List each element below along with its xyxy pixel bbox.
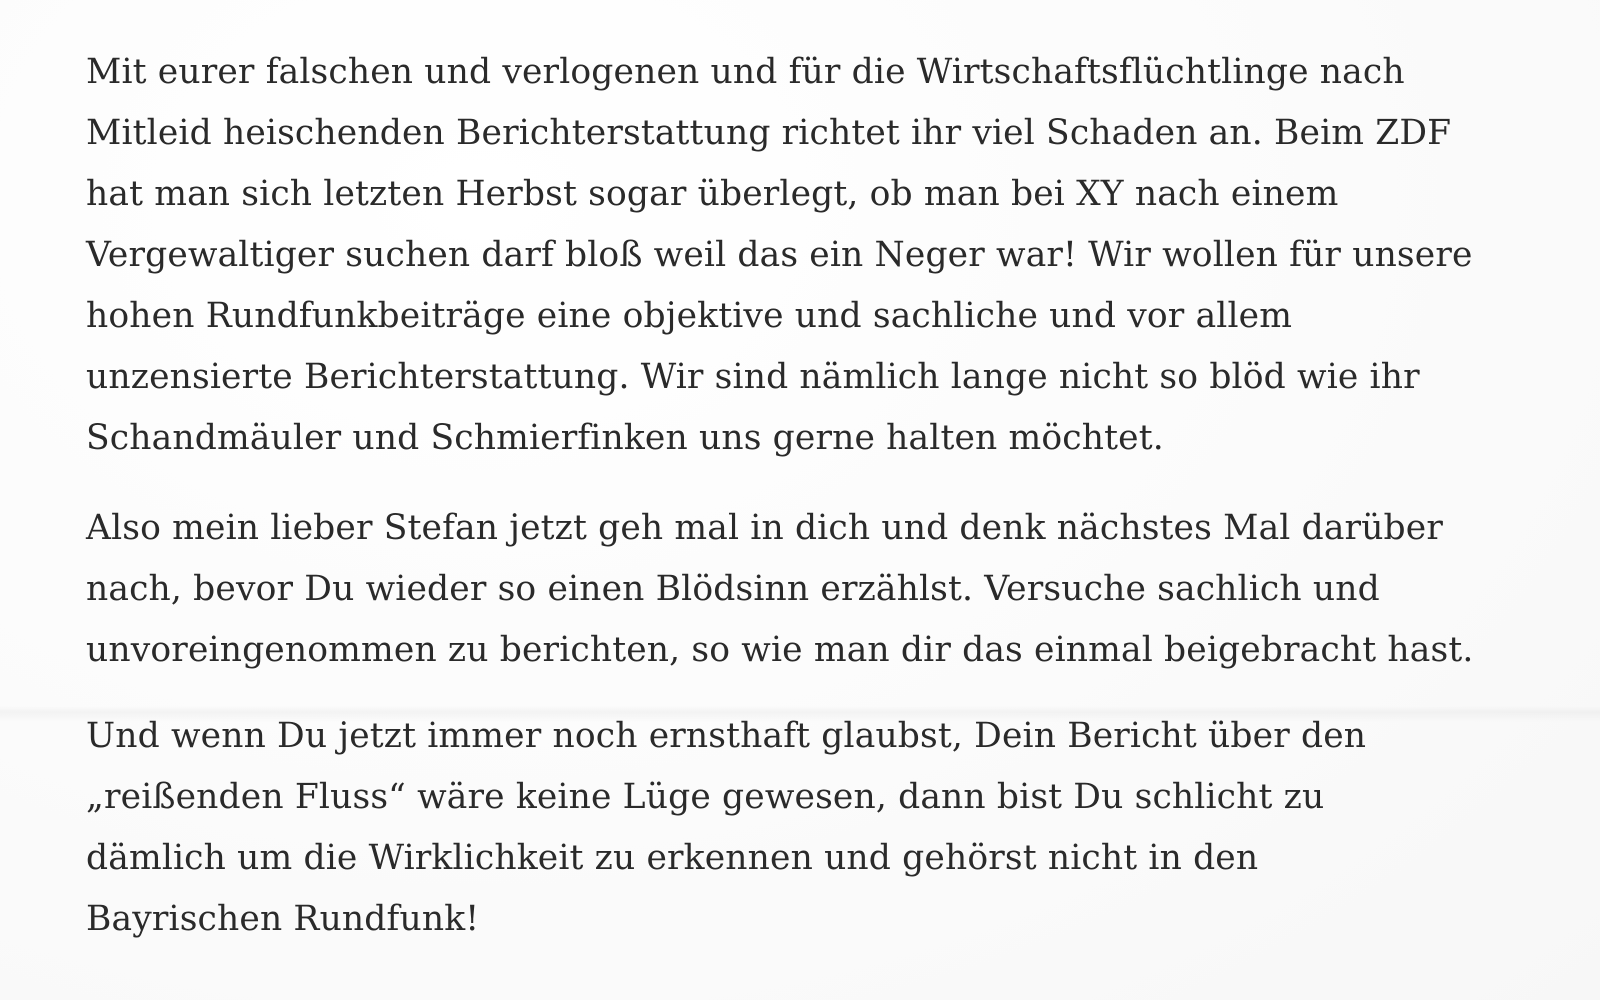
text-line: Bayrischen Rundfunk! xyxy=(86,899,480,939)
text-line: Und wenn Du jetzt immer noch ernsthaft glaubst, Dein Bericht über den xyxy=(86,716,1367,756)
letter-paragraph-2 xyxy=(86,498,1546,681)
letter-paragraph-1 xyxy=(86,42,1546,469)
text-line: dämlich um die Wirklichkeit zu erkennen und gehörst nicht in den xyxy=(86,838,1259,878)
cut-off-previous-line xyxy=(0,0,1600,10)
letter-paragraph-3 xyxy=(86,706,1546,950)
text-line: Schandmäuler und Schmierfinken uns gerne halten möchtet. xyxy=(86,418,1164,458)
text-line: „reißenden Fluss“ wäre keine Lüge gewesen, dann bist Du schlicht zu xyxy=(86,777,1325,817)
text-line: Also mein lieber Stefan jetzt geh mal in dich und denk nächstes Mal darüber xyxy=(86,508,1444,548)
text-line: unzensierte Berichterstattung. Wir sind nämlich lange nicht so blöd wie ihr xyxy=(86,357,1420,397)
text-line: nach, bevor Du wieder so einen Blödsinn erzählst. Versuche sachlich und xyxy=(86,569,1380,609)
text-line: hat man sich letzten Herbst sogar überlegt, ob man bei XY nach einem xyxy=(86,174,1339,214)
text-line: Mitleid heischenden Berichterstattung richtet ihr viel Schaden an. Beim ZDF xyxy=(86,113,1452,153)
text-line: hohen Rundfunkbeiträge eine objektive und sachliche und vor allem xyxy=(86,296,1293,336)
text-line: Vergewaltiger suchen darf bloß weil das ein Neger war! Wir wollen für unsere xyxy=(86,235,1473,275)
text-line: unvoreingenommen zu berichten, so wie man dir das einmal beigebracht hast. xyxy=(86,630,1474,670)
text-line: Mit eurer falschen und verlogenen und für die Wirtschaftsflüchtlinge nach xyxy=(86,52,1405,92)
